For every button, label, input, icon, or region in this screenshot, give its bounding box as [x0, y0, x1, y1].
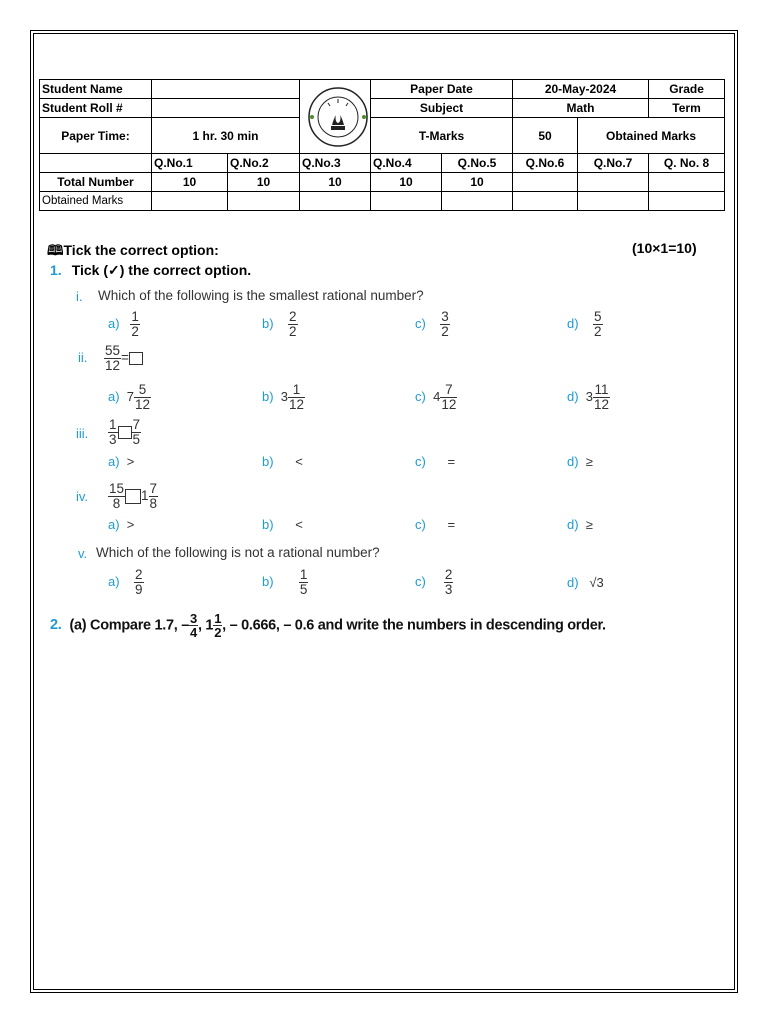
- section-title: 🕮Tick the correct option:: [47, 242, 219, 258]
- item-i-option-c[interactable]: c) $\frac{3}{2}$: [415, 309, 449, 339]
- question-2-number: 2.: [50, 617, 62, 634]
- student-name-label: Student Name: [40, 80, 152, 99]
- item-i-roman: i.: [76, 289, 83, 304]
- total-q7: [578, 173, 649, 192]
- answer-box: [125, 489, 141, 504]
- obtained-q7[interactable]: [578, 192, 649, 211]
- header-table: [39, 79, 725, 211]
- obtained-row-label: Obtained Marks: [40, 192, 152, 211]
- obtained-q3[interactable]: [300, 192, 371, 211]
- marks-corner-cell: [40, 154, 152, 173]
- item-i-option-d[interactable]: d) $\frac{5}{2}$: [567, 309, 602, 339]
- item-ii-option-c[interactable]: c) 4 $\frac{7}{12}$: [415, 382, 457, 412]
- item-v-text: Which of the following is not a rational number?: [96, 545, 380, 560]
- item-iii-option-b[interactable]: b) <: [262, 454, 303, 469]
- paper-date-label: Paper Date: [371, 80, 513, 99]
- total-q8: [649, 173, 725, 192]
- item-ii-roman: ii.: [78, 350, 88, 365]
- col-q1: Q.No.1: [152, 154, 228, 173]
- item-ii-option-b[interactable]: b) 3 $\frac{1}{12}$: [262, 382, 305, 412]
- item-ii-option-d[interactable]: d) 3 $\frac{11}{12}$: [567, 382, 610, 412]
- term-label: Term: [649, 99, 725, 118]
- obtained-q5[interactable]: [442, 192, 513, 211]
- item-i-text: Which of the following is the smallest rational number?: [98, 288, 424, 303]
- item-iv-option-b[interactable]: b) <: [262, 517, 303, 532]
- col-q5: Q.No.5: [442, 154, 513, 173]
- total-q4: 10: [371, 173, 442, 192]
- item-i-option-a[interactable]: a) $\frac{1}{2}$: [108, 309, 139, 339]
- obtained-q6[interactable]: [513, 192, 578, 211]
- col-q7: Q.No.7: [578, 154, 649, 173]
- item-iii-option-d[interactable]: d) ≥: [567, 454, 593, 469]
- item-ii-stem: $\frac{55}{12}$ =: [104, 344, 143, 373]
- item-v-option-d[interactable]: d) √3: [567, 575, 604, 590]
- item-ii-option-a[interactable]: a) 7 $\frac{5}{12}$: [108, 382, 151, 412]
- item-v-roman: v.: [78, 546, 88, 561]
- grade-label: Grade: [649, 80, 725, 99]
- total-q2: 10: [228, 173, 300, 192]
- col-q6: Q.No.6: [513, 154, 578, 173]
- answer-box: [129, 352, 143, 365]
- item-iii-option-c[interactable]: c) =: [415, 454, 456, 469]
- student-roll-value[interactable]: [152, 99, 300, 118]
- obtained-q4[interactable]: [371, 192, 442, 211]
- paper-time-label: Paper Time:: [40, 118, 152, 154]
- item-iv-option-c[interactable]: c) =: [415, 517, 456, 532]
- question-1-title: Tick (✓) the correct option.: [71, 262, 252, 278]
- school-logo: [300, 80, 371, 154]
- item-iv-roman: iv.: [76, 489, 89, 504]
- question-1-heading: [50, 262, 251, 279]
- tmarks-label: T-Marks: [371, 118, 513, 154]
- total-number-label: Total Number: [40, 173, 152, 192]
- school-logo-icon: [300, 85, 371, 149]
- col-q4: Q.No.4: [371, 154, 442, 173]
- item-i-option-b[interactable]: b) $\frac{2}{2}$: [262, 309, 297, 339]
- obtained-marks-label: Obtained Marks: [578, 118, 725, 154]
- total-q6: [513, 173, 578, 192]
- subject-label: Subject: [371, 99, 513, 118]
- total-q1: 10: [152, 173, 228, 192]
- col-q3: Q.No.3: [300, 154, 371, 173]
- question-1-number: 1.: [50, 262, 62, 278]
- question-2: 2. (a) Compare 1.7, – $\frac{3}{4}$ , 1 $\frac{1}{2}$ , – 0.666, – 0.6 and write the numbers in descending order.: [50, 611, 606, 640]
- item-iii-stem: $\frac{1}{3}$ $\frac{7}{5}$: [109, 417, 141, 447]
- student-roll-label: Student Roll #: [40, 99, 152, 118]
- item-v-option-a[interactable]: a) $\frac{2}{9}$: [108, 567, 143, 597]
- paper-time-value: 1 hr. 30 min: [152, 118, 300, 154]
- student-name-value[interactable]: [152, 80, 300, 99]
- item-v-option-b[interactable]: b) $\frac{1}{5}$: [262, 567, 308, 597]
- subject-value: Math: [513, 99, 649, 118]
- answer-box: [118, 426, 132, 439]
- item-iv-option-d[interactable]: d) ≥: [567, 517, 593, 532]
- obtained-q8[interactable]: [649, 192, 725, 211]
- item-iii-option-a[interactable]: a) >: [108, 454, 135, 469]
- total-q5: 10: [442, 173, 513, 192]
- obtained-q2[interactable]: [228, 192, 300, 211]
- item-v-option-c[interactable]: c) $\frac{2}{3}$: [415, 567, 453, 597]
- section-marks: (10×1=10): [632, 240, 697, 256]
- obtained-q1[interactable]: [152, 192, 228, 211]
- col-q2: Q.No.2: [228, 154, 300, 173]
- item-iv-stem: $\frac{15}{8}$ 1 $\frac{7}{8}$: [109, 481, 158, 511]
- total-q3: 10: [300, 173, 371, 192]
- tmarks-value: 50: [513, 118, 578, 154]
- paper-date-value: 20-May-2024: [513, 80, 649, 99]
- item-iii-roman: iii.: [76, 426, 89, 441]
- col-q8: Q. No. 8: [649, 154, 725, 173]
- item-iv-option-a[interactable]: a) >: [108, 517, 135, 532]
